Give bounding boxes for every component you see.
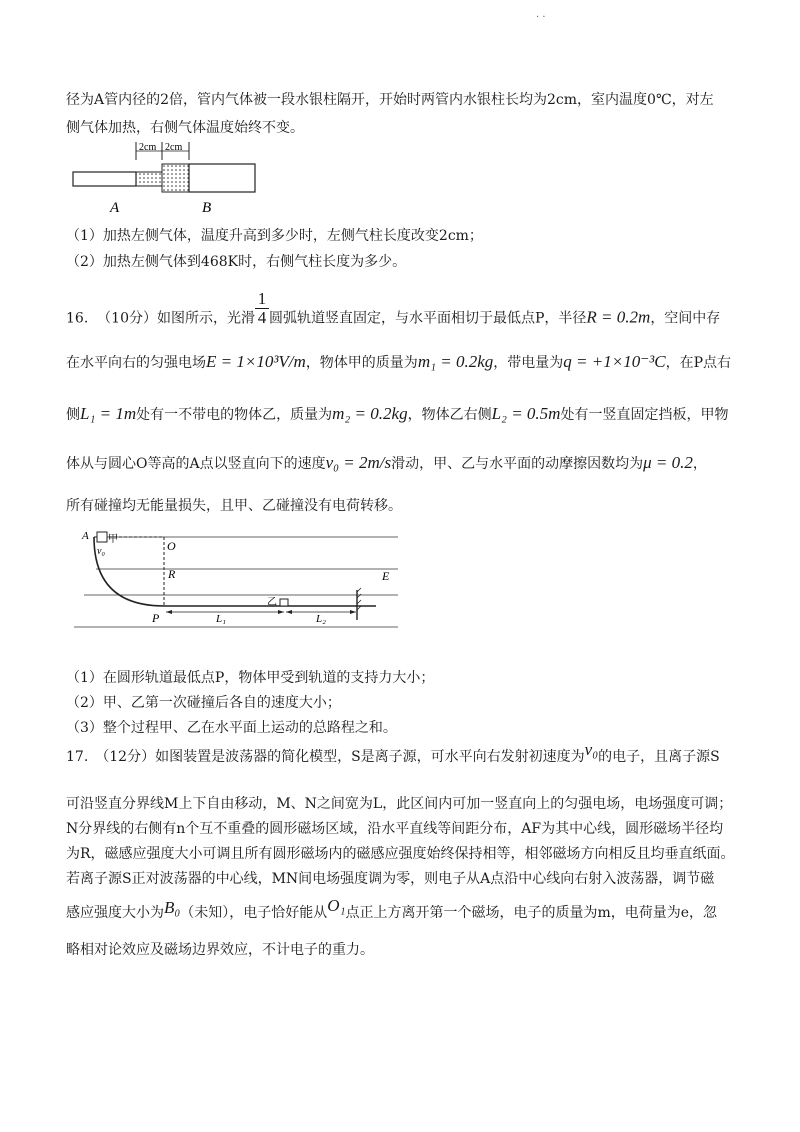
- q16-subquestion-3: （3）整个过程甲、乙在水平面上运动的总路程之和。: [66, 720, 397, 736]
- q15-text-line-1: 径为A管内径的2倍，管内气体被一段水银柱隔开，开始时两管内水银柱长均为2cm，室内温度0℃，对左: [66, 92, 714, 108]
- q16-line-4: 体从与圆心O等高的A点以竖直向下的速度v₀ = 2m/s滑动，甲、乙与水平面的动摩擦因数均为μ = 0.2，: [66, 453, 707, 472]
- q16-fraction: $\frac{1}{4}$: [255, 290, 269, 327]
- q16-charge-eq: q = +1×10⁻³C: [563, 352, 666, 371]
- q17-line-4: 为R，磁感应强度大小可调且所有圆形磁场内的磁感应强度始终保持相等，相邻磁场方向相反且均垂直纸面。: [66, 846, 735, 862]
- q16-subquestion-1: （1）在圆形轨道最低点P，物体甲受到轨道的支持力大小；: [66, 670, 435, 686]
- q16-number: 16.: [66, 310, 89, 327]
- q15-dim-label-1: 2cm: [139, 142, 157, 153]
- q17-b0: B₀: [164, 898, 181, 917]
- q17-line-7: 略相对论效应及磁场边界效应，不计电子的重力。: [66, 942, 374, 958]
- header-marks: · ·: [536, 12, 546, 23]
- q16-track-figure: [66, 522, 406, 634]
- q16-label-jia: 甲: [108, 534, 118, 545]
- q16-line-2: 在水平向右的匀强电场E = 1×10³V/m，物体甲的质量为m₁ = 0.2kg，带电量为q = +1×10⁻³C，在P点右: [66, 352, 732, 371]
- q16-label-l2: L₂: [316, 613, 326, 625]
- q16-label-v0: v₀: [97, 546, 105, 557]
- q17-line-3: N分界线的右侧有n个互不重叠的圆形磁场区域，沿水平直线等间距分布，AF为其中心线，圆形磁场半径均: [66, 821, 724, 837]
- q15-label-b: B: [202, 200, 212, 216]
- q17-line-2: 可沿竖直分界线M上下自由移动，M、N之间宽为L，此区间内可加一竖直向上的匀强电场，电场强度可调；: [66, 796, 733, 812]
- q15-tube-figure: [70, 140, 270, 220]
- q16-line-1-tail: ，空间中存: [650, 310, 721, 327]
- q16-label-r: R: [168, 567, 176, 581]
- q16-label-e: E: [382, 569, 390, 583]
- q17-line-1: 17. （12分）如图装置是波荡器的简化模型，S是离子源，可水平向右发射初速度为v₀的电子，且离子源S: [66, 740, 720, 765]
- q16-L2-eq: L₂ = 0.5m: [491, 404, 561, 423]
- q16-line-1: [66, 289, 721, 337]
- q15-subquestion-2: （2）加热左侧气体到468K时，右侧气柱长度为多少。: [66, 254, 407, 270]
- q16-label-yi: 乙: [267, 597, 277, 608]
- q15-label-a: A: [110, 200, 120, 216]
- q17-line-6: 感应强度大小为B₀（未知），电子恰好能从O₁点正上方离开第一个磁场，电子的质量为m，电荷量为e，忽: [66, 896, 718, 921]
- q16-score: （10分）如图所示，光滑: [97, 310, 255, 327]
- q15-text-line-2: 侧气体加热，右侧气体温度始终不变。: [66, 120, 304, 136]
- q16-m2-eq: m₂ = 0.2kg: [332, 404, 408, 423]
- q16-line-5: 所有碰撞均无能量损失，且甲、乙碰撞没有电荷转移。: [66, 498, 402, 514]
- q16-block-jia: [97, 532, 107, 542]
- q16-block-yi: [280, 599, 288, 606]
- q16-label-a: A: [82, 530, 89, 542]
- q15-mercury-a: [136, 172, 162, 186]
- q15-dim-label-2: 2cm: [165, 142, 183, 153]
- q16-label-p: P: [152, 611, 160, 625]
- q16-mu-eq: μ = 0.2: [643, 453, 693, 472]
- q15-subquestion-1: （1）加热左侧气体，温度升高到多少时，左侧气柱长度改变2cm；: [66, 228, 483, 244]
- q16-subquestion-2: （2）甲、乙第一次碰撞后各自的速度大小；: [66, 695, 341, 711]
- q16-L1-eq: L₁ = 1m: [80, 404, 137, 423]
- q17-v0: v₀: [584, 740, 599, 759]
- q16-label-o: O: [167, 539, 176, 553]
- q16-v0-eq: v₀ = 2m/s: [325, 453, 392, 472]
- q16-line-3: 侧L₁ = 1m处有一不带电的物体乙，质量为m₂ = 0.2kg，物体乙右侧L₂ = 0.5m处有一竖直固定挡板，甲物: [66, 404, 729, 423]
- q17-o1: O₁: [327, 896, 346, 915]
- q16-m1-eq: m₁ = 0.2kg: [417, 352, 494, 371]
- q16-label-l1: L₁: [216, 613, 226, 625]
- q15-mercury-b: [162, 164, 189, 192]
- q16-line-1-text: 圆弧轨道竖直固定，与水平面相切于最低点P，半径: [269, 310, 587, 327]
- q16-field-eq: E = 1×10³V/m: [206, 352, 306, 371]
- q16-radius-eq: R = 0.2m: [586, 307, 651, 327]
- q17-line-5: 若离子源S正对波荡器的中心线，MN间电场强度调为零，则电子从A点沿中心线向右射入波荡器，调节磁: [66, 871, 715, 887]
